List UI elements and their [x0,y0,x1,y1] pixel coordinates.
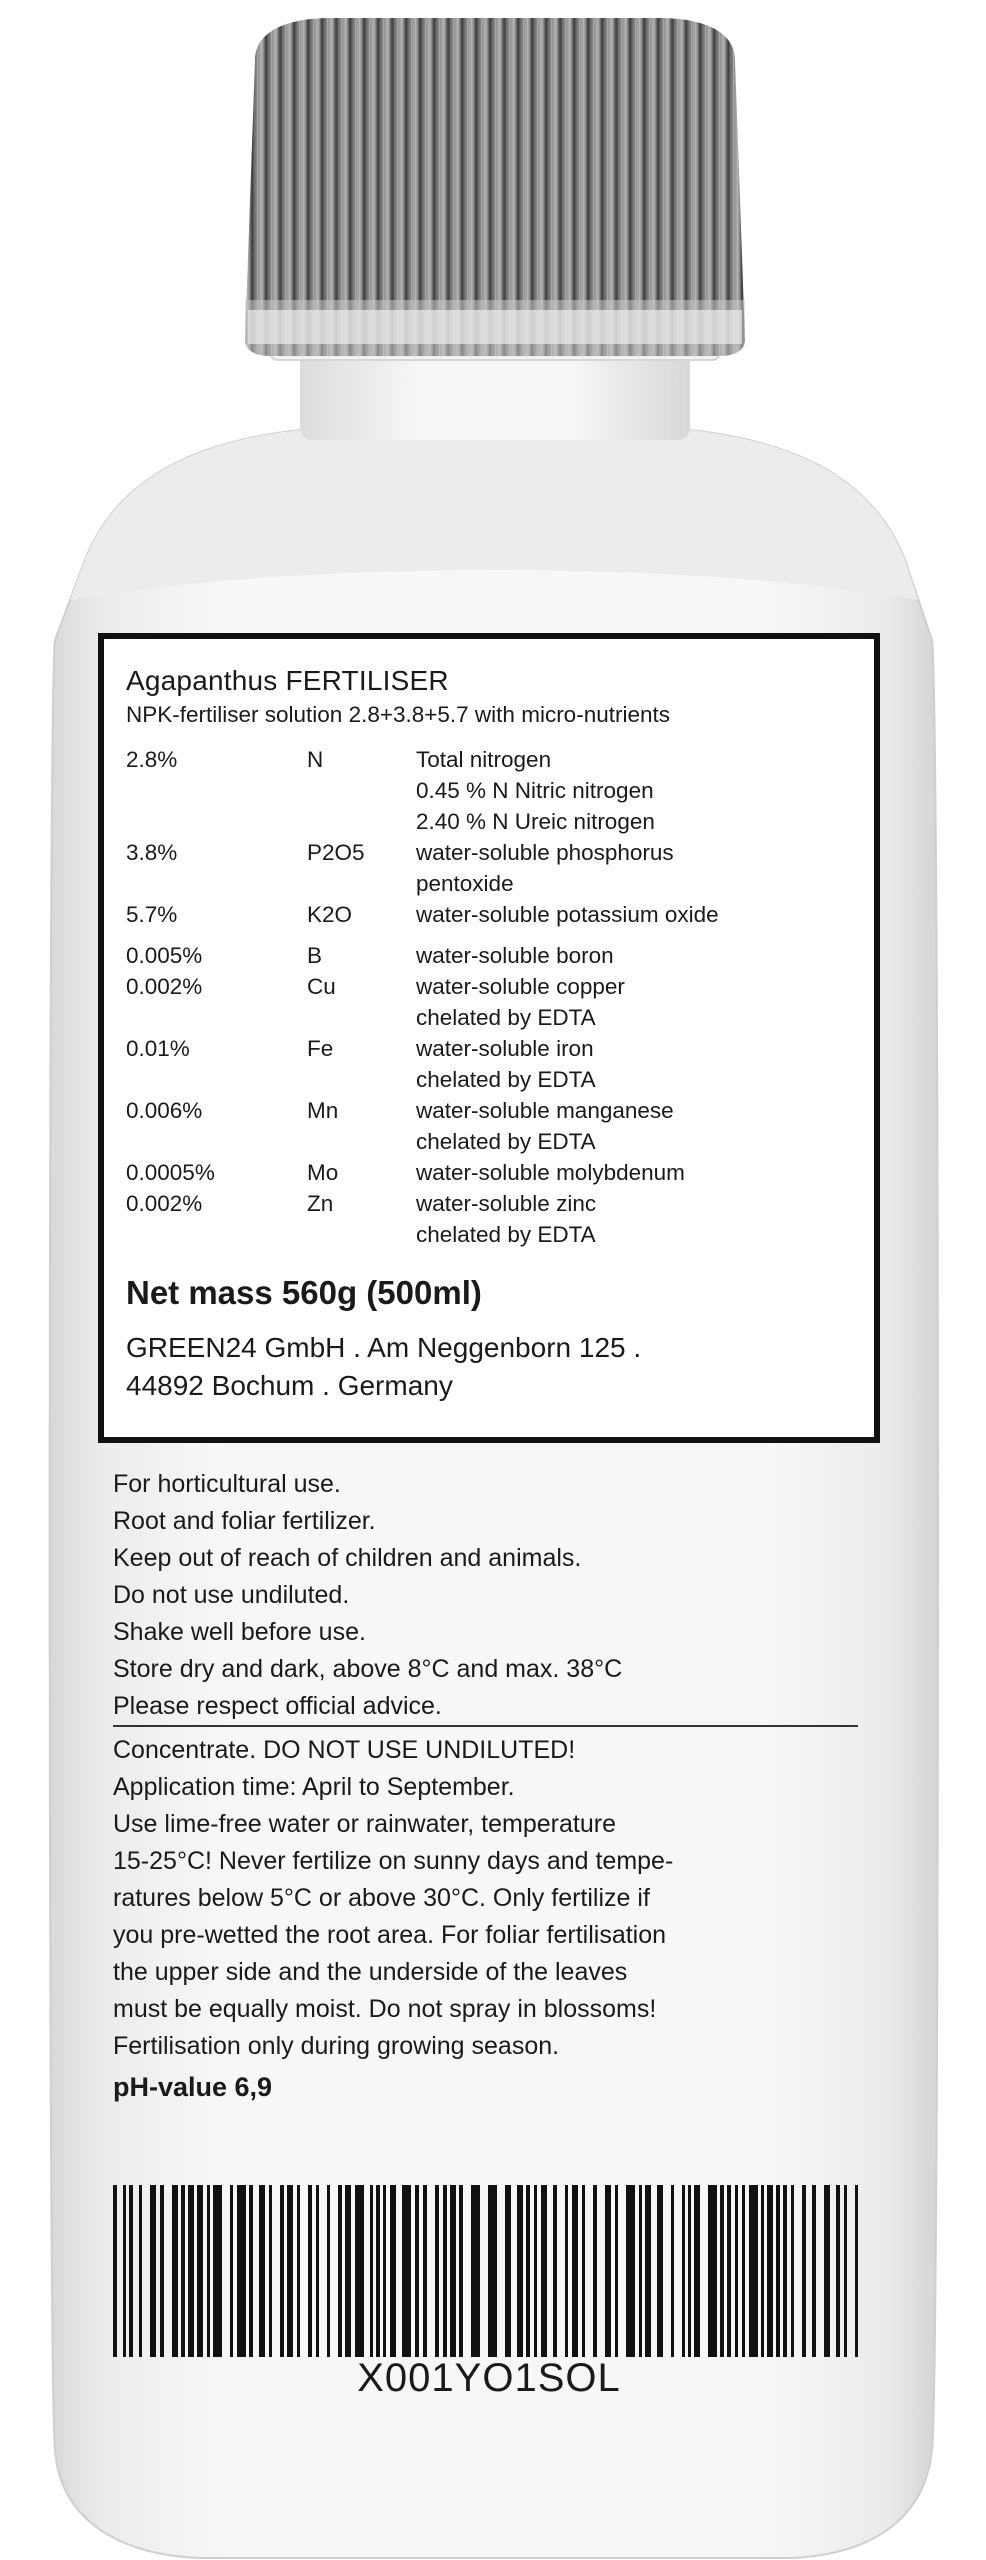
nutrient-row [126,1188,866,1250]
instruction-line: must be equally moist. Do not spray in blossoms! [113,1995,657,2023]
instructions [113,1732,873,2065]
barcode-bar [450,2185,456,2357]
instruction-line: Concentrate. DO NOT USE UNDILUTED! [113,1736,576,1764]
barcode-bar [423,2185,427,2357]
usage-line: For horticultural use. [113,1470,341,1498]
barcode-bar [855,2185,858,2357]
manufacturer-address [126,1329,641,1405]
barcode-bar [749,2185,758,2357]
barcode-bar [694,2185,700,2357]
barcode-bar [345,2185,351,2357]
barcode-bar [181,2185,185,2357]
usage-line: Please respect official advice. [113,1692,442,1720]
nutrient-percent: 0.002% [126,1191,203,1216]
barcode-bar [338,2185,342,2357]
barcode-bar [802,2185,806,2357]
barcode-bar [488,2185,497,2357]
barcode-bar [720,2185,724,2357]
barcode-number: X001YO1SOL [357,2356,621,2400]
nutrient-description [416,940,866,971]
barcode-bar [402,2185,411,2357]
nutrient-percent: 0.005% [126,943,203,968]
usage-line: Shake well before use. [113,1618,366,1646]
nutrient-symbol: B [307,943,323,968]
nutrient-row [126,899,866,930]
barcode-bar [688,2185,691,2357]
barcode-bar [383,2185,386,2357]
barcode-bar [639,2185,642,2357]
barcode-bar [505,2185,511,2357]
barcode-bar [605,2185,611,2357]
usage-notes [113,1466,873,1725]
nutrient-symbol: Cu [307,974,336,999]
section-divider [113,1725,858,1727]
instruction-line: Fertilisation only during growing season. [113,2032,560,2060]
nutrient-symbol: Mn [307,1098,339,1123]
nutrient-symbol: N [307,747,324,772]
nutrient-description-line: chelated by EDTA [416,1067,596,1092]
barcode-bar [213,2185,222,2357]
barcode-bar [657,2185,663,2357]
nutrient-description-line: water-soluble molybdenum [416,1160,685,1185]
nutrient-description-line: water-soluble potassium oxide [416,902,719,927]
barcode-bar [197,2185,203,2357]
nutrient-description-line: water-soluble phosphorus [416,840,674,865]
instruction-line: Use lime-free water or rainwater, temperature [113,1810,616,1838]
nutrient-row [126,940,866,971]
barcode-bar [682,2185,685,2357]
barcode [113,2185,865,2357]
net-mass: Net mass 560g (500ml) [126,1274,482,1311]
nutrient-row [126,1157,866,1188]
nutrient-description [416,1095,866,1157]
usage-line: Do not use undiluted. [113,1581,350,1609]
nutrient-description-line: pentoxide [416,871,514,896]
barcode-bar [308,2185,312,2357]
barcode-bar [761,2185,764,2357]
nutrient-table [126,744,866,1250]
nutrient-symbol: Zn [307,1191,334,1216]
barcode-bar [459,2185,463,2357]
usage-line: Root and foliar fertilizer. [113,1507,376,1535]
barcode-bar [139,2185,142,2357]
barcode-bar [824,2185,830,2357]
barcode-bar [836,2185,840,2357]
instruction-line: ratures below 5°C or above 30°C. Only fertilize if [113,1884,650,1912]
barcode-bar [645,2185,651,2357]
product-subtitle: NPK-fertiliser solution 2.8+3.8+5.7 with micro-nutrients [126,702,670,727]
nutrient-row [126,1033,866,1095]
usage-line: Keep out of reach of children and animals. [113,1544,582,1572]
nutrient-row [126,837,866,899]
nutrient-percent: 5.7% [126,902,178,927]
nutrient-description [416,971,866,1033]
barcode-bar [327,2185,330,2357]
nutrient-description [416,837,866,899]
barcode-bar [415,2185,419,2357]
instruction-line: you pre-wetted the root area. For foliar fertilisation [113,1921,667,1949]
barcode-bar [671,2185,674,2357]
barcode-bar [534,2185,537,2357]
barcode-bar [593,2185,597,2357]
instruction-line: Application time: April to September. [113,1773,515,1801]
nutrient-percent: 3.8% [126,840,178,865]
barcode-bar [443,2185,447,2357]
barcode-bar [565,2185,568,2357]
barcode-bar [129,2185,133,2357]
barcode-bar [783,2185,787,2357]
nutrient-percent: 2.8% [126,747,178,772]
barcode-bar [708,2185,717,2357]
barcode-bar [526,2185,530,2357]
barcode-bar [230,2185,233,2357]
barcode-bar [287,2185,293,2357]
nutrient-percent: 0.006% [126,1098,203,1123]
nutrient-description-line: water-soluble iron [416,1036,594,1061]
nutrient-row [126,1095,866,1157]
barcode-bar [844,2185,847,2357]
barcode-bar [742,2185,745,2357]
barcode-bar [113,2185,117,2357]
barcode-bar [626,2185,635,2357]
nutrient-description-line: Total nitrogen [416,747,552,772]
nutrient-description-line: chelated by EDTA [416,1005,596,1030]
barcode-bar [355,2185,364,2357]
barcode-bar [269,2185,272,2357]
nutrient-description-line: water-soluble manganese [416,1098,674,1123]
product-title: Agapanthus FERTILISER [126,665,449,696]
instruction-line: the upper side and the underside of the leaves [113,1958,628,1986]
barcode-bar [541,2185,547,2357]
barcode-bar [123,2185,126,2357]
nutrient-symbol: Fe [307,1036,334,1061]
barcode-bar [188,2185,194,2357]
label-panel [98,633,880,1443]
barcode-bar [572,2185,578,2357]
address-line: 44892 Bochum . Germany [126,1370,453,1401]
barcode-bar [517,2185,523,2357]
usage-line: Store dry and dark, above 8°C and max. 38°C [113,1655,623,1683]
nutrient-percent: 0.01% [126,1036,190,1061]
nutrient-symbol: K2O [307,902,353,927]
ph-value: pH-value 6,9 [113,2072,273,2102]
nutrient-description [416,899,866,930]
barcode-bar [297,2185,300,2357]
barcode-bar [735,2185,738,2357]
barcode-bar [237,2185,246,2357]
nutrient-description [416,1188,866,1250]
barcode-bar [172,2185,178,2357]
nutrient-row [126,971,866,1033]
nutrient-description-line: water-soluble copper [416,974,625,999]
barcode-bar [615,2185,618,2357]
barcode-bar [376,2185,380,2357]
nutrient-description [416,1157,866,1188]
nutrient-description-line: chelated by EDTA [416,1222,596,1247]
barcode-bar [791,2185,794,2357]
barcode-bar [582,2185,585,2357]
nutrient-symbol: P2O5 [307,840,365,865]
nutrient-symbol: Mo [307,1160,339,1185]
nutrient-description-line: water-soluble boron [416,943,614,968]
barcode-bar [280,2185,284,2357]
instruction-line: 15-25°C! Never fertilize on sunny days and tempe- [113,1847,674,1875]
nutrient-description [416,1033,866,1095]
barcode-bar [150,2185,156,2357]
barcode-bar [370,2185,373,2357]
barcode-bar [767,2185,773,2357]
nutrient-row [126,744,866,837]
nutrient-description-line: water-soluble zinc [416,1191,597,1216]
barcode-bar [553,2185,557,2357]
barcode-bar [259,2185,265,2357]
nutrient-percent: 0.0005% [126,1160,215,1185]
nutrient-description-line: 2.40 % N Ureic nitrogen [416,809,655,834]
barcode-bar [390,2185,396,2357]
address-line: GREEN24 GmbH . Am Neggenborn 125 . [126,1332,642,1363]
barcode-bar [776,2185,780,2357]
barcode-bar [812,2185,816,2357]
barcode-bar [316,2185,319,2357]
barcode-bar [727,2185,731,2357]
barcode-bar [249,2185,253,2357]
barcode-bar [471,2185,480,2357]
nutrient-description [416,744,866,837]
nutrient-percent: 0.002% [126,974,203,999]
barcode-bar [207,2185,210,2357]
nutrient-description-line: 0.45 % N Nitric nitrogen [416,778,654,803]
nutrient-description-line: chelated by EDTA [416,1129,596,1154]
barcode-bar [160,2185,164,2357]
barcode-bar [435,2185,439,2357]
